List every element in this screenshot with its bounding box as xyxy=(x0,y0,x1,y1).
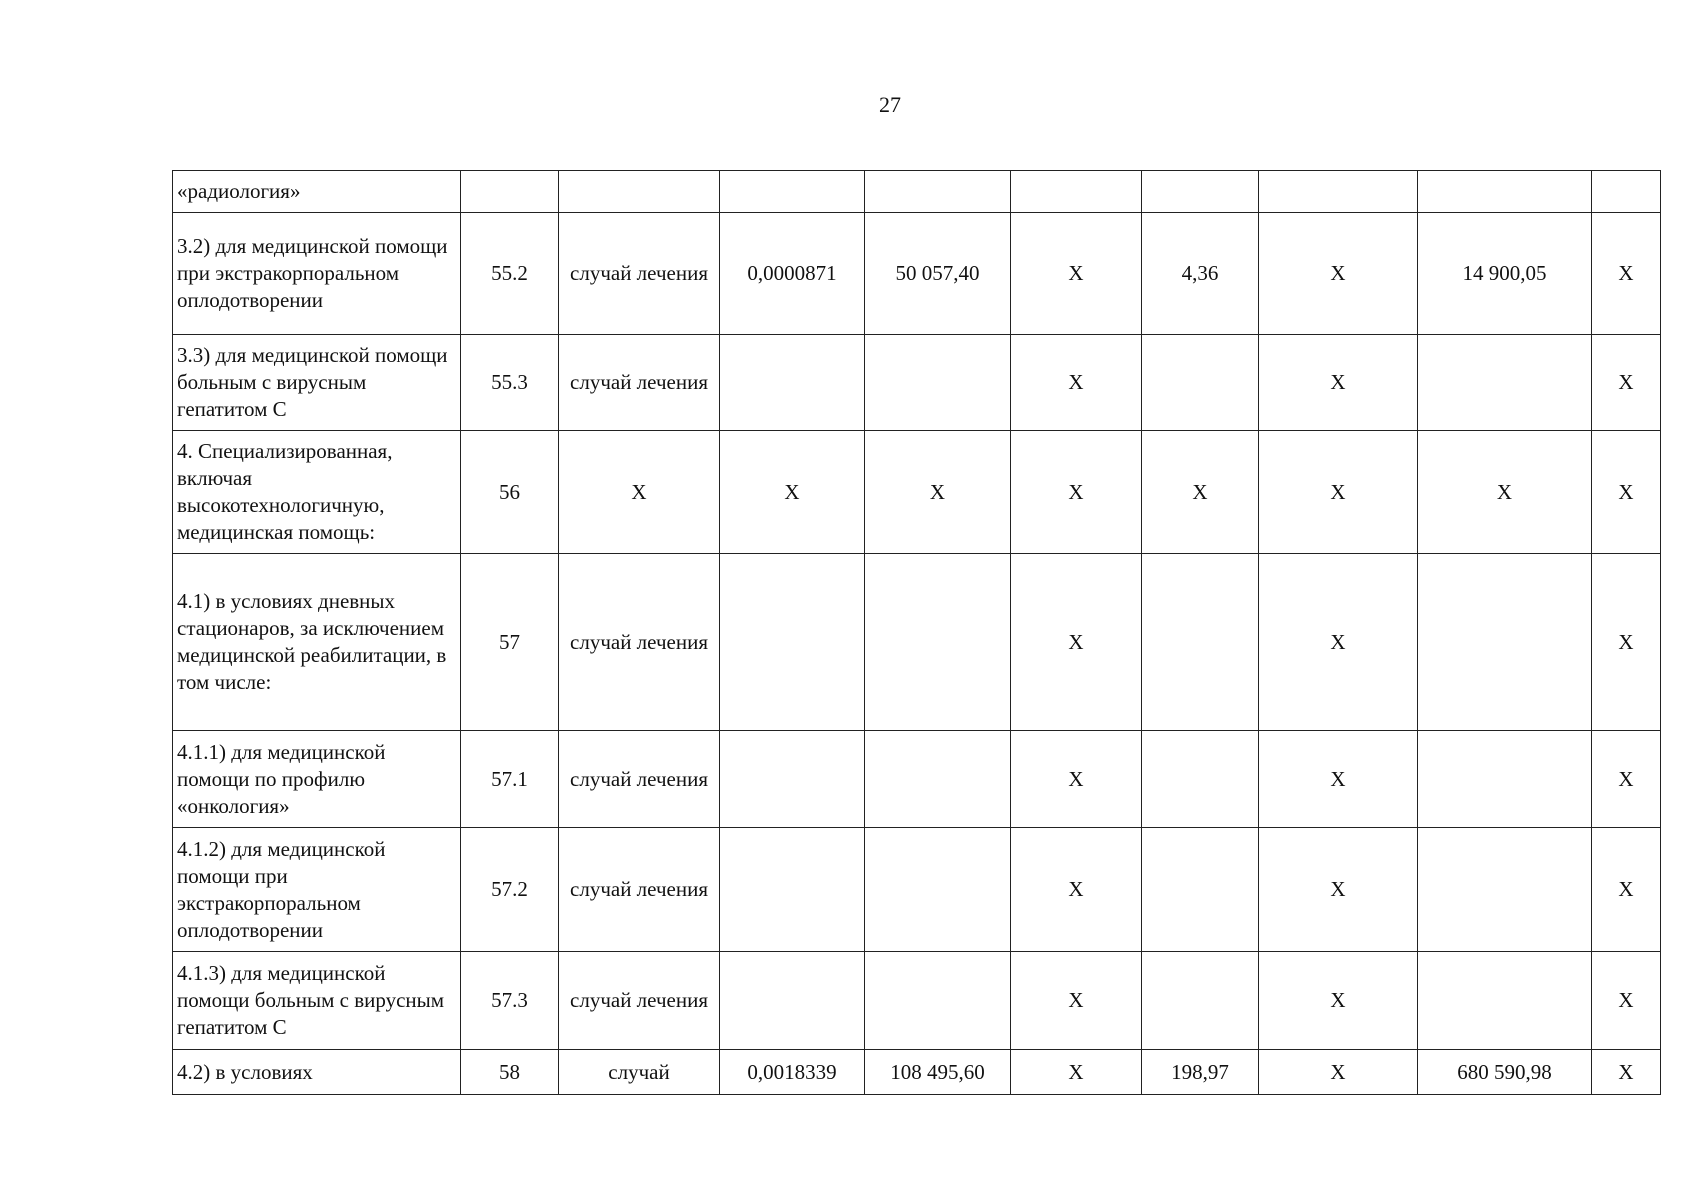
cell-col8: X xyxy=(1259,828,1418,952)
table-row xyxy=(173,731,1661,828)
row-label: 4.2) в условиях xyxy=(173,1050,461,1095)
cell-col5 xyxy=(865,828,1011,952)
row-label: 4.1) в условиях дневных стационаров, за исключением медицинской реабилитации, в том числе: xyxy=(173,554,461,731)
row-unit: случай лечения xyxy=(559,213,720,335)
cell-col9 xyxy=(1418,731,1592,828)
cell-col6: X xyxy=(1011,952,1142,1050)
cell-col5: 50 057,40 xyxy=(865,213,1011,335)
table-row xyxy=(173,171,1661,213)
cell-col6: X xyxy=(1011,213,1142,335)
cell-col4 xyxy=(720,952,865,1050)
data-table xyxy=(172,170,1661,1095)
cell-col4 xyxy=(720,731,865,828)
cell-col10: X xyxy=(1592,828,1661,952)
cell-col10 xyxy=(1592,171,1661,213)
cell-col6: X xyxy=(1011,431,1142,554)
cell-col10: X xyxy=(1592,731,1661,828)
row-code: 57.2 xyxy=(461,828,559,952)
cell-col9 xyxy=(1418,828,1592,952)
row-unit: X xyxy=(559,431,720,554)
cell-col6: X xyxy=(1011,731,1142,828)
cell-col6: X xyxy=(1011,335,1142,431)
cell-col7: X xyxy=(1142,431,1259,554)
cell-col6: X xyxy=(1011,828,1142,952)
cell-col5: X xyxy=(865,431,1011,554)
table-row xyxy=(173,213,1661,335)
cell-col7: 4,36 xyxy=(1142,213,1259,335)
cell-col6: X xyxy=(1011,1050,1142,1095)
table-row xyxy=(173,828,1661,952)
cell-col8 xyxy=(1259,171,1418,213)
row-unit: случай лечения xyxy=(559,952,720,1050)
row-code: 55.3 xyxy=(461,335,559,431)
row-code: 58 xyxy=(461,1050,559,1095)
cell-col5 xyxy=(865,171,1011,213)
cell-col7 xyxy=(1142,828,1259,952)
cell-col10: X xyxy=(1592,952,1661,1050)
cell-col7 xyxy=(1142,554,1259,731)
cell-col9 xyxy=(1418,335,1592,431)
row-unit: случай лечения xyxy=(559,828,720,952)
cell-col6: X xyxy=(1011,554,1142,731)
cell-col10: X xyxy=(1592,431,1661,554)
cell-col9 xyxy=(1418,554,1592,731)
table-row xyxy=(173,431,1661,554)
row-code: 55.2 xyxy=(461,213,559,335)
cell-col4 xyxy=(720,171,865,213)
cell-col4: 0,0000871 xyxy=(720,213,865,335)
cell-col8: X xyxy=(1259,335,1418,431)
table-row xyxy=(173,554,1661,731)
cell-col5: 108 495,60 xyxy=(865,1050,1011,1095)
row-label: 4. Специализированная, включая высокотехнологичную, медицинская помощь: xyxy=(173,431,461,554)
cell-col8: X xyxy=(1259,554,1418,731)
row-code: 57.1 xyxy=(461,731,559,828)
cell-col8: X xyxy=(1259,213,1418,335)
cell-col7 xyxy=(1142,171,1259,213)
cell-col4 xyxy=(720,554,865,731)
row-code: 57.3 xyxy=(461,952,559,1050)
row-code xyxy=(461,171,559,213)
row-unit xyxy=(559,171,720,213)
page-number: 27 xyxy=(879,92,901,117)
cell-col7: 198,97 xyxy=(1142,1050,1259,1095)
cell-col5 xyxy=(865,554,1011,731)
cell-col10: X xyxy=(1592,554,1661,731)
row-label: 4.1.3) для медицинской помощи больным с вирусным гепатитом С xyxy=(173,952,461,1050)
row-label: «радиология» xyxy=(173,171,461,213)
row-unit: случай лечения xyxy=(559,335,720,431)
cell-col9: 14 900,05 xyxy=(1418,213,1592,335)
row-label: 3.3) для медицинской помощи больным с вирусным гепатитом С xyxy=(173,335,461,431)
cell-col7 xyxy=(1142,335,1259,431)
cell-col7 xyxy=(1142,952,1259,1050)
cell-col9 xyxy=(1418,952,1592,1050)
cell-col10: X xyxy=(1592,335,1661,431)
cell-col4 xyxy=(720,828,865,952)
table-row xyxy=(173,952,1661,1050)
cell-col8: X xyxy=(1259,731,1418,828)
row-code: 57 xyxy=(461,554,559,731)
cell-col10: X xyxy=(1592,213,1661,335)
row-code: 56 xyxy=(461,431,559,554)
row-label: 4.1.1) для медицинской помощи по профилю «онкология» xyxy=(173,731,461,828)
cell-col5 xyxy=(865,335,1011,431)
cell-col10: X xyxy=(1592,1050,1661,1095)
cell-col9: X xyxy=(1418,431,1592,554)
cell-col5 xyxy=(865,731,1011,828)
row-unit: случай xyxy=(559,1050,720,1095)
cell-col4: X xyxy=(720,431,865,554)
cell-col4: 0,0018339 xyxy=(720,1050,865,1095)
cell-col8: X xyxy=(1259,1050,1418,1095)
row-unit: случай лечения xyxy=(559,731,720,828)
cell-col8: X xyxy=(1259,952,1418,1050)
cell-col7 xyxy=(1142,731,1259,828)
table-row xyxy=(173,335,1661,431)
row-label: 3.2) для медицинской помощи при экстракорпоральном оплодотворении xyxy=(173,213,461,335)
cell-col9 xyxy=(1418,171,1592,213)
row-unit: случай лечения xyxy=(559,554,720,731)
row-label: 4.1.2) для медицинской помощи при экстракорпоральном оплодотворении xyxy=(173,828,461,952)
cell-col8: X xyxy=(1259,431,1418,554)
table-row xyxy=(173,1050,1661,1095)
cell-col5 xyxy=(865,952,1011,1050)
cell-col9: 680 590,98 xyxy=(1418,1050,1592,1095)
cell-col4 xyxy=(720,335,865,431)
cell-col6 xyxy=(1011,171,1142,213)
